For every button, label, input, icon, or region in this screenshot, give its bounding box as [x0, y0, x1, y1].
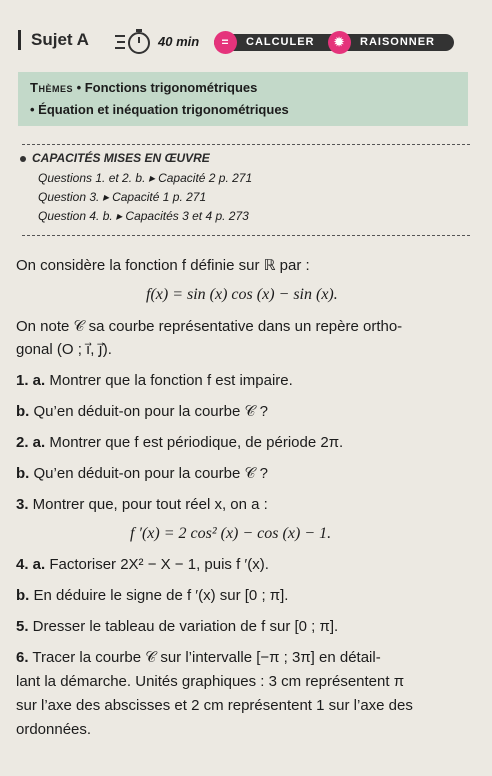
derivative-formula: f ′(x) = 2 cos² (x) − cos (x) − 1.: [130, 525, 332, 542]
question-number: 4. a.: [16, 556, 46, 573]
question-1b: [16, 403, 268, 420]
question-number: 1. a.: [16, 372, 46, 389]
question-4b: [16, 587, 288, 604]
question-text: Factoriser 2X² − X − 1, puis f ′(x).: [45, 556, 269, 573]
bullet-icon: [20, 156, 26, 162]
question-2a: [16, 434, 343, 451]
question-text: Dresser le tableau de variation de f sur [0 ; π].: [28, 618, 339, 635]
stopwatch-icon: [113, 28, 153, 56]
capacite-line: Questions 1. et 2. b. ▸ Capacité 2 p. 271: [38, 171, 253, 185]
question-6-line-2: lant la démarche. Unités graphiques : 3 cm représentent π: [16, 673, 405, 690]
capacites-box: [22, 144, 470, 236]
question-6: [16, 649, 381, 666]
question-number: b.: [16, 465, 30, 482]
question-text: En déduire le signe de f ′(x) sur [0 ; π].: [29, 587, 289, 604]
subject-header: [0, 26, 492, 62]
themes-label: Thèmes: [30, 80, 73, 95]
question-6-line-4: ordonnées.: [16, 721, 92, 738]
capacites-title: CAPACITÉS MISES EN ŒUVRE: [32, 151, 210, 165]
question-2b: [16, 465, 268, 482]
themes-item-1: • Fonctions trigonométriques: [72, 80, 258, 95]
question-text: Montrer que, pour tout réel x, on a :: [28, 496, 268, 513]
question-text: Qu’en déduit-on pour la courbe 𝒞 ?: [29, 465, 268, 482]
question-1a: [16, 372, 293, 389]
gear-icon: ✹: [328, 31, 351, 54]
curve-note-line-1: On note 𝒞 sa courbe représentative dans un repère ortho-: [16, 318, 403, 335]
themes-line-1: [30, 80, 257, 95]
question-number: 3.: [16, 496, 29, 513]
question-number: 6.: [16, 649, 29, 666]
question-3: [16, 496, 268, 513]
curve-note-line-2: gonal (O ; i⃗, j⃗).: [16, 341, 112, 358]
question-text: Montrer que la fonction f est impaire.: [45, 372, 293, 389]
question-text: Tracer la courbe 𝒞 sur l’intervalle [−π ; 3π] en détail-: [28, 649, 381, 666]
themes-item-2: • Équation et inéquation trigonométriques: [30, 102, 289, 117]
equals-icon: =: [214, 31, 237, 54]
duration: 40 min: [158, 34, 200, 49]
question-number: 2. a.: [16, 434, 46, 451]
question-6-line-3: sur l’axe des abscisses et 2 cm représentent 1 sur l’axe des: [16, 697, 413, 714]
themes-box: [18, 72, 468, 126]
question-5: [16, 618, 338, 635]
question-4a: [16, 556, 269, 573]
question-text: Montrer que f est périodique, de période 2π.: [45, 434, 344, 451]
raisonner-label: RAISONNER: [360, 36, 436, 48]
raisonner-badge: [328, 34, 454, 51]
calculer-badge: [214, 34, 340, 51]
capacite-line: Question 3. ▸ Capacité 1 p. 271: [38, 190, 207, 204]
question-number: 5.: [16, 618, 29, 635]
capacite-line: Question 4. b. ▸ Capacités 3 et 4 p. 273: [38, 209, 249, 223]
function-definition: f(x) = sin (x) cos (x) − sin (x).: [146, 286, 338, 303]
question-number: b.: [16, 403, 30, 420]
question-text: Qu’en déduit-on pour la courbe 𝒞 ?: [29, 403, 268, 420]
calculer-label: CALCULER: [246, 36, 315, 48]
question-number: b.: [16, 587, 30, 604]
subject-title: Sujet A: [18, 30, 89, 50]
intro-text: On considère la fonction f définie sur ℝ par :: [16, 257, 310, 274]
